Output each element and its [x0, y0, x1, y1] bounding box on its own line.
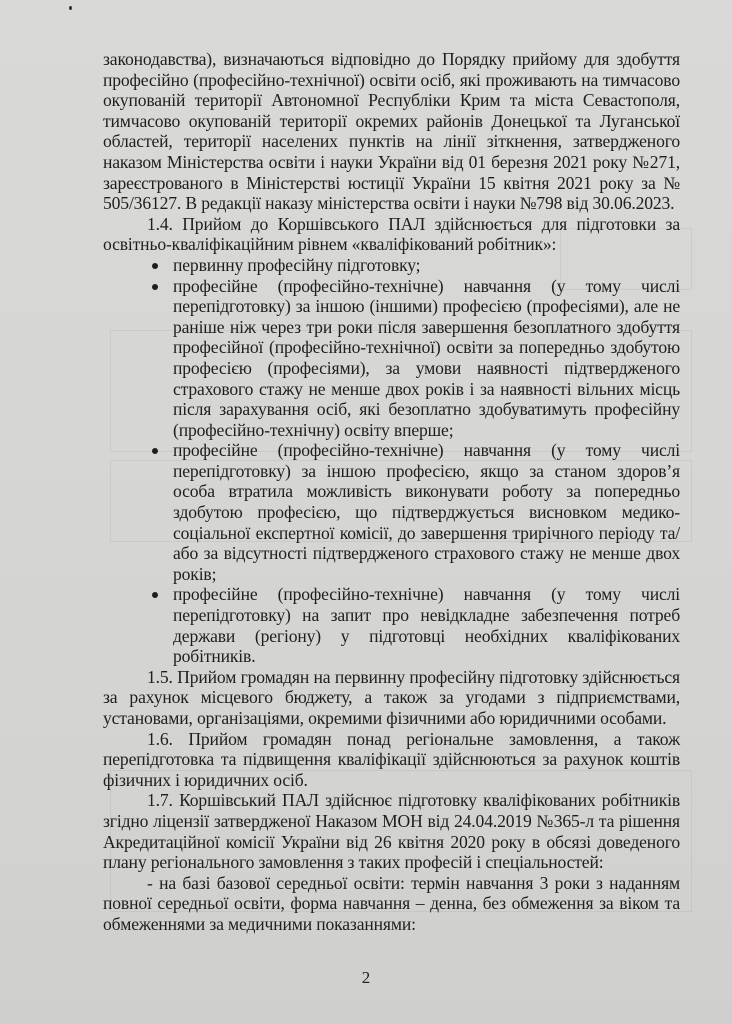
paragraph-1-5: 1.5. Прийом громадян на первинну професійну підготовку здійснюється за рахунок місцевого бюджету, а також за угодами з підприємствами, установами, організаціями, окремими фізичними або юридичними особами.	[103, 666, 680, 728]
paragraph-1-7: 1.7. Коршівський ПАЛ здійснює підготовку кваліфікованих робітників згідно ліцензії затвердженої Наказом МОН від 24.04.2019 №365-л та рішення Акредитаційної комісії України від 26 квітня 2020 року в обсязі доведеного плану регіонального замовлення з таких професій і спеціальностей:	[103, 790, 680, 873]
page-number: 2	[361, 968, 371, 987]
list-item-text: первинну професійну підготовку;	[173, 254, 421, 275]
bullet-dot-icon	[152, 592, 158, 598]
document-page	[103, 49, 680, 935]
bullet-dot-icon	[152, 284, 158, 290]
list-item-text: професійне (професійно-технічне) навчання (у тому числі перепідготовку) за іншою (іншими) професією (професіями), але не раніше ніж через три роки після завершення безоплатного здобуття професійної (професійно-технічної) освіти за попередньо здобутою професією (професіями), за умови наявності підтвердженого страхового стажу не менше двох років і за наявності вільних місць після зарахування осіб, які безоплатно здобуватимуть професійну (професійно-технічну) освіту вперше;	[173, 275, 680, 440]
list-item	[173, 255, 680, 276]
list-item-text: професійне (професійно-технічне) навчання (у тому числі перепідготовку) за іншою професією, якщо за станом здоров’я особа втратила можливість виконувати роботу за попередньо здобутою професією, що підтверджується висновком медико-соціальної експертної комісії, до завершення трирічного періоду та/або за відсутності підтвердженого страхового стажу не менше двох років;	[173, 440, 680, 584]
list-item	[173, 584, 680, 666]
paragraph-basic-education: - на базі базової середньої освіти: термін навчання 3 роки з наданням повної середньої освіти, форма навчання – денна, без обмеження за віком та обмеженнями за медичними показаннями:	[103, 872, 680, 934]
bullet-dot-icon	[152, 448, 158, 454]
bullet-dot-icon	[152, 263, 158, 269]
paragraph-1-4: 1.4. Прийом до Коршівського ПАЛ здійснюється для підготовки за освітньо-кваліфікаційним рівнем «кваліфікований робітник»:	[103, 213, 680, 255]
list-item	[173, 440, 680, 584]
scan-speck	[69, 6, 72, 10]
list-item	[173, 276, 680, 441]
paragraph-1-6: 1.6. Прийом громадян понад регіональне замовлення, а також перепідготовка та підвищення кваліфікації здійснюються за рахунок коштів фізичних і юридичних осіб.	[103, 728, 680, 790]
admission-types-list	[103, 255, 680, 667]
paragraph-intro: законодавства), визначаються відповідно до Порядку прийому для здобуття професійно (професійно-технічної) освіти осіб, які проживають на тимчасово окупованій території Автономної Республіки Крим та міста Севастополя, тимчасово окупованій території окремих районів Донецької та Луганської областей, території населених пунктів на лінії зіткнення, затвердженого наказом Міністерства освіти і науки України від 01 березня 2021 року №271, зареєстрованого в Міністерстві юстиції України 15 квітня 2021 року за № 505/36127. В редакції наказу міністерства освіти і науки №798 від 30.06.2023.	[103, 49, 680, 214]
list-item-text: професійне (професійно-технічне) навчання (у тому числі перепідготовку) на запит про невідкладне забезпечення потреб держави (регіону) у підготовці необхідних кваліфікованих робітників.	[173, 584, 680, 667]
